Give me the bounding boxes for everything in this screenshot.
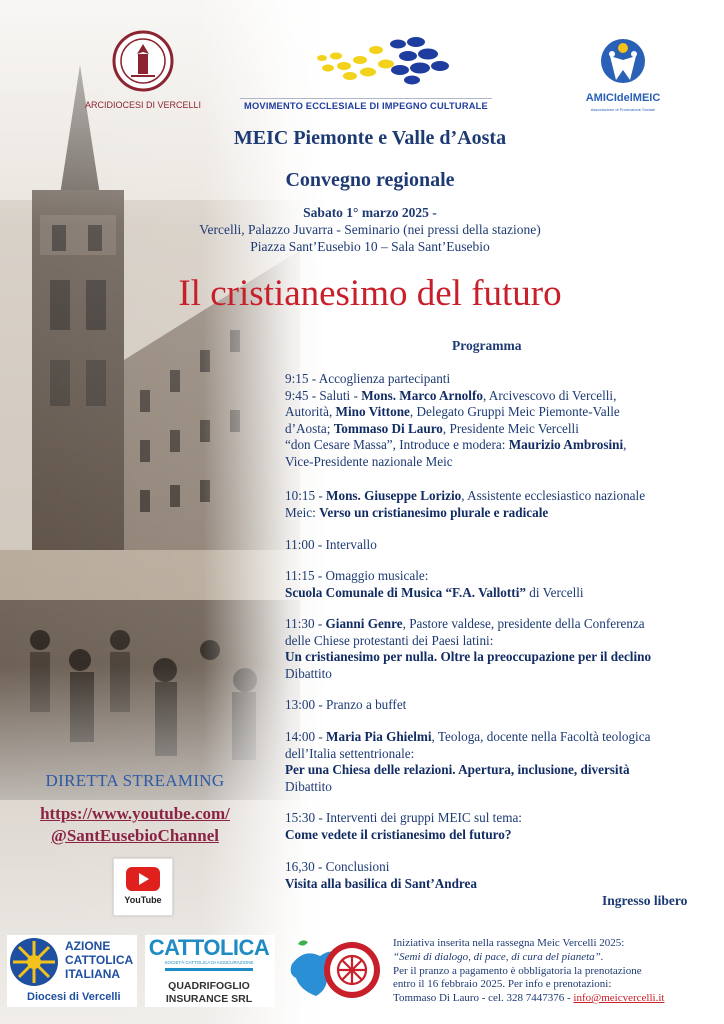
ac-subtitle: Diocesi di Vercelli: [27, 991, 121, 1003]
program-line: Dibattito: [285, 778, 332, 794]
page-title: MEIC Piemonte e Valle d’Aosta: [233, 127, 507, 149]
meic-logo: [236, 30, 496, 120]
program-block-9: [285, 859, 705, 892]
program-block-5: [285, 616, 705, 682]
program-line: Meic: Verso un cristianesimo plurale e radicale: [285, 504, 549, 520]
free-entry: Ingresso libero: [602, 893, 688, 908]
program-block-4: [285, 568, 705, 601]
quadrifoglio-line-1: QUADRIFOGLIO: [168, 980, 250, 992]
cattolica-tagline: SOCIETÀ CATTOLICA DI ASSICURAZIONE: [164, 960, 254, 965]
program-item-welcome: 9:15 - Accoglienza partecipanti: [285, 371, 451, 386]
meic-divider: [240, 98, 492, 99]
program-block-2: [285, 488, 705, 521]
cattolica-wordmark: CATTOLICA: [148, 935, 270, 960]
streaming-link[interactable]: [10, 803, 260, 847]
azione-cattolica-logo: [7, 935, 137, 1007]
semi-dialogo-logo: [286, 934, 386, 1010]
cattolica-logo: [145, 935, 275, 1007]
program-item-ghielmi: 14:00 - Maria Pia Ghielmi, Teologa, docente nella Facoltà teologica: [285, 729, 651, 744]
amici-logo: [570, 34, 680, 124]
info-line-4: entro il 16 febbraio 2025. Per info e prenotazioni:: [393, 978, 612, 991]
event-date: Sabato 1° marzo 2025 -: [303, 205, 437, 220]
program-line: Per una Chiesa delle relazioni. Apertura, inclusione, diversità: [285, 762, 630, 777]
program-item-greetings: 9:45 - Saluti - Mons. Marco Arnolfo, Arcivescovo di Vercelli,: [285, 387, 617, 403]
amici-label: AMICIdelMEIC: [585, 92, 661, 104]
venue-line-2: Piazza Sant’Eusebio 10 – Sala Sant’Eusebio: [250, 239, 490, 254]
event-title: Il cristianesimo del futuro: [178, 273, 562, 314]
ac-line-2: CATTOLICA: [65, 953, 134, 967]
email-link[interactable]: info@meicvercelli.it: [573, 992, 665, 1005]
program-line: Dibattito: [285, 665, 332, 681]
program-item-music: 11:15 - Omaggio musicale:: [285, 568, 429, 583]
amici-figure-icon: [600, 34, 646, 88]
program-line: Visita alla basilica di Sant’Andrea: [285, 875, 477, 891]
info-line-3: Per il pranzo a pagamento è obbligatoria la prenotazione: [393, 964, 642, 977]
streaming-label: DIRETTA STREAMING: [45, 771, 225, 790]
archdiocese-label: ARCIDIOCESI DI VERCELLI: [84, 100, 202, 110]
streaming-url-line-2: @SantEusebioChannel: [51, 826, 219, 845]
program-item-lunch: 13:00 - Pranzo a buffet: [285, 697, 407, 712]
quadrifoglio-line-2: INSURANCE SRL: [165, 993, 253, 1005]
amici-subtitle: Associazione di Promozione Sociale: [590, 107, 656, 112]
ac-line-1: AZIONE: [65, 939, 111, 953]
program-line: Come vedete il cristianesimo del futuro?: [285, 826, 512, 842]
program-item-conclusions: 16,30 - Conclusioni: [285, 859, 390, 874]
cattolica-bar: [165, 968, 253, 971]
program-line: delle Chiese protestanti dei Paesi latini:: [285, 632, 494, 648]
program-item-groups: 15:30 - Interventi dei gruppi MEIC sul tema:: [285, 810, 522, 825]
azione-cattolica-sun-icon: [9, 937, 59, 987]
youtube-button[interactable]: [113, 858, 173, 916]
info-line-5: Tommaso Di Lauro - cel. 328 7447376 - info@meicvercelli.it: [393, 992, 665, 1005]
info-block: [393, 937, 718, 1006]
program-line: dell’Italia settentrionale:: [285, 745, 415, 761]
ac-line-3: ITALIANA: [65, 967, 121, 981]
program-line: d’Aosta; Tommaso Di Lauro, Presidente Meic Vercelli: [285, 420, 579, 436]
program-block-7: [285, 729, 705, 795]
streaming-url-line-1: https://www.youtube.com/: [40, 804, 230, 823]
youtube-label: YouTube: [124, 895, 162, 905]
meic-label: MOVIMENTO ECCLESIALE DI IMPEGNO CULTURALE: [244, 101, 488, 111]
page-subtitle: Convegno regionale: [285, 169, 455, 191]
program-item-break: 11:00 - Intervallo: [285, 537, 377, 552]
meic-dots-icon: [298, 30, 458, 90]
program-line: Scuola Comunale di Musica “F.A. Vallotti” di Vercelli: [285, 584, 584, 600]
program-line: “don Cesare Massa”, Introduce e modera: Maurizio Ambrosini,: [285, 437, 627, 452]
program-line: Vice-Presidente nazionale Meic: [285, 453, 453, 469]
dove-rosette-icon: [286, 934, 386, 1010]
youtube-play-icon: [126, 867, 160, 891]
program-item-genre: 11:30 - Gianni Genre, Pastore valdese, presidente della Conferenza: [285, 616, 645, 631]
archdiocese-logo: [55, 30, 202, 120]
venue-line-1: Vercelli, Palazzo Juvarra - Seminario (nei pressi della stazione): [199, 222, 541, 237]
info-line-2: “Semi di dialogo, di pace, di cura del pianeta”.: [393, 950, 604, 963]
program-heading: Programma: [452, 338, 522, 353]
program-block-1: [285, 371, 705, 470]
archdiocese-seal-icon: [108, 30, 178, 92]
program-item-lorizio: 10:15 - Mons. Giuseppe Lorizio, Assistente ecclesiastico nazionale: [285, 488, 646, 503]
program-line: Un cristianesimo per nulla. Oltre la preoccupazione per il declino: [285, 649, 652, 664]
program-line: Autorità, Mino Vittone, Delegato Gruppi Meic Piemonte-Valle: [285, 404, 620, 419]
info-line-1: Iniziativa inserita nella rassegna Meic Vercelli 2025:: [393, 937, 625, 949]
program-block-8: [285, 810, 705, 843]
